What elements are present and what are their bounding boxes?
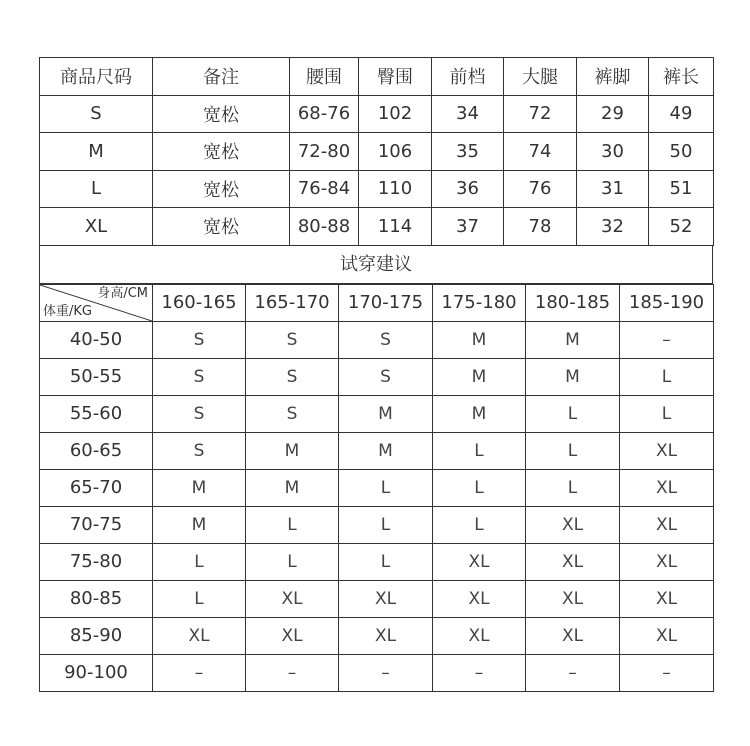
- height-header: 175-180: [433, 284, 526, 321]
- fit-suggestion-table: [39, 284, 714, 692]
- size-suggestion-cell: S: [246, 321, 339, 358]
- header-hip: 臀围: [359, 58, 432, 96]
- size-suggestion-cell: XL: [153, 617, 246, 654]
- size-suggestion-cell: S: [153, 321, 246, 358]
- size-suggestion-cell: XL: [526, 617, 620, 654]
- size-suggestion-cell: XL: [246, 617, 339, 654]
- size-suggestion-cell: L: [620, 358, 714, 395]
- weight-cell: 90-100: [40, 654, 153, 691]
- fit-suggestion-body: [40, 321, 714, 691]
- waist-cell: 80-88: [290, 208, 359, 246]
- size-suggestion-cell: L: [526, 469, 620, 506]
- size-suggestion-cell: L: [526, 432, 620, 469]
- table-row: [40, 432, 714, 469]
- table-row: [40, 617, 714, 654]
- table-row: [40, 654, 714, 691]
- size-suggestion-cell: S: [246, 395, 339, 432]
- weight-axis-label: 体重/KG: [43, 303, 92, 319]
- header-thigh: 大腿: [504, 58, 577, 96]
- size-suggestion-cell: L: [153, 543, 246, 580]
- size-suggestion-cell: S: [339, 321, 433, 358]
- size-suggestion-cell: S: [339, 358, 433, 395]
- size-suggestion-cell: XL: [620, 506, 714, 543]
- front-rise-cell: 36: [432, 170, 504, 208]
- weight-cell: 60-65: [40, 432, 153, 469]
- size-suggestion-cell: M: [526, 321, 620, 358]
- height-header-row: [40, 284, 714, 321]
- size-suggestion-cell: XL: [246, 580, 339, 617]
- table-row: [40, 95, 714, 133]
- weight-cell: 65-70: [40, 469, 153, 506]
- table-row: [40, 580, 714, 617]
- size-suggestion-cell: XL: [620, 617, 714, 654]
- size-suggestion-cell: L: [246, 506, 339, 543]
- size-suggestion-cell: –: [339, 654, 433, 691]
- hip-cell: 102: [359, 95, 432, 133]
- front-rise-cell: 37: [432, 208, 504, 246]
- table-row: [40, 208, 714, 246]
- waist-cell: 76-84: [290, 170, 359, 208]
- note-cell: 宽松: [153, 133, 290, 171]
- size-suggestion-cell: S: [246, 358, 339, 395]
- leg-opening-cell: 32: [577, 208, 649, 246]
- size-suggestion-cell: –: [153, 654, 246, 691]
- size-suggestion-cell: M: [153, 506, 246, 543]
- table-row: [40, 469, 714, 506]
- thigh-cell: 78: [504, 208, 577, 246]
- length-cell: 50: [649, 133, 714, 171]
- size-suggestion-cell: XL: [526, 580, 620, 617]
- table-row: [40, 321, 714, 358]
- size-table: [39, 57, 714, 246]
- size-suggestion-cell: M: [433, 321, 526, 358]
- leg-opening-cell: 30: [577, 133, 649, 171]
- header-front-rise: 前档: [432, 58, 504, 96]
- size-suggestion-cell: M: [339, 395, 433, 432]
- note-cell: 宽松: [153, 170, 290, 208]
- waist-cell: 72-80: [290, 133, 359, 171]
- table-row: [40, 395, 714, 432]
- size-suggestion-cell: XL: [433, 580, 526, 617]
- waist-cell: 68-76: [290, 95, 359, 133]
- size-suggestion-cell: L: [433, 432, 526, 469]
- front-rise-cell: 34: [432, 95, 504, 133]
- length-cell: 49: [649, 95, 714, 133]
- size-suggestion-cell: XL: [433, 543, 526, 580]
- hip-cell: 114: [359, 208, 432, 246]
- size-suggestion-cell: XL: [620, 432, 714, 469]
- size-suggestion-cell: –: [526, 654, 620, 691]
- size-suggestion-cell: M: [433, 358, 526, 395]
- table-row: [40, 506, 714, 543]
- size-suggestion-cell: L: [433, 469, 526, 506]
- height-header: 165-170: [246, 284, 339, 321]
- height-header: 170-175: [339, 284, 433, 321]
- height-header: 185-190: [620, 284, 714, 321]
- size-suggestion-cell: S: [153, 358, 246, 395]
- table-row: [40, 133, 714, 171]
- size-suggestion-cell: –: [620, 654, 714, 691]
- size-suggestion-cell: –: [620, 321, 714, 358]
- size-suggestion-cell: XL: [620, 543, 714, 580]
- header-length: 裤长: [649, 58, 714, 96]
- size-suggestion-cell: M: [153, 469, 246, 506]
- thigh-cell: 72: [504, 95, 577, 133]
- size-suggestion-cell: M: [433, 395, 526, 432]
- size-suggestion-cell: –: [246, 654, 339, 691]
- size-suggestion-cell: M: [246, 432, 339, 469]
- size-suggestion-cell: S: [153, 432, 246, 469]
- size-suggestion-cell: XL: [526, 506, 620, 543]
- size-suggestion-cell: L: [339, 543, 433, 580]
- size-suggestion-cell: –: [433, 654, 526, 691]
- fit-suggestion-title: 试穿建议: [39, 246, 713, 284]
- size-cell: XL: [40, 208, 153, 246]
- size-suggestion-cell: XL: [526, 543, 620, 580]
- leg-opening-cell: 31: [577, 170, 649, 208]
- weight-cell: 70-75: [40, 506, 153, 543]
- hip-cell: 110: [359, 170, 432, 208]
- height-axis-label: 身高/CM: [97, 285, 148, 301]
- corner-cell: [40, 284, 153, 321]
- header-note: 备注: [153, 58, 290, 96]
- header-leg-opening: 裤脚: [577, 58, 649, 96]
- weight-cell: 50-55: [40, 358, 153, 395]
- size-suggestion-cell: M: [339, 432, 433, 469]
- weight-cell: 40-50: [40, 321, 153, 358]
- size-suggestion-cell: L: [339, 469, 433, 506]
- table-row: [40, 170, 714, 208]
- front-rise-cell: 35: [432, 133, 504, 171]
- header-size: 商品尺码: [40, 58, 153, 96]
- hip-cell: 106: [359, 133, 432, 171]
- size-suggestion-cell: XL: [433, 617, 526, 654]
- length-cell: 51: [649, 170, 714, 208]
- weight-cell: 80-85: [40, 580, 153, 617]
- height-header: 180-185: [526, 284, 620, 321]
- size-suggestion-cell: L: [339, 506, 433, 543]
- table-row: [40, 358, 714, 395]
- size-suggestion-cell: L: [433, 506, 526, 543]
- thigh-cell: 74: [504, 133, 577, 171]
- table-row: [40, 543, 714, 580]
- thigh-cell: 76: [504, 170, 577, 208]
- size-chart: [39, 57, 713, 697]
- size-suggestion-cell: L: [620, 395, 714, 432]
- size-suggestion-cell: XL: [339, 617, 433, 654]
- note-cell: 宽松: [153, 95, 290, 133]
- size-suggestion-cell: M: [246, 469, 339, 506]
- size-suggestion-cell: XL: [339, 580, 433, 617]
- size-cell: M: [40, 133, 153, 171]
- size-suggestion-cell: XL: [620, 580, 714, 617]
- size-cell: S: [40, 95, 153, 133]
- height-header: 160-165: [153, 284, 246, 321]
- leg-opening-cell: 29: [577, 95, 649, 133]
- size-suggestion-cell: XL: [620, 469, 714, 506]
- header-waist: 腰围: [290, 58, 359, 96]
- size-suggestion-cell: L: [246, 543, 339, 580]
- size-cell: L: [40, 170, 153, 208]
- length-cell: 52: [649, 208, 714, 246]
- note-cell: 宽松: [153, 208, 290, 246]
- weight-cell: 85-90: [40, 617, 153, 654]
- weight-cell: 75-80: [40, 543, 153, 580]
- size-suggestion-cell: S: [153, 395, 246, 432]
- size-suggestion-cell: L: [526, 395, 620, 432]
- size-suggestion-cell: M: [526, 358, 620, 395]
- size-suggestion-cell: L: [153, 580, 246, 617]
- weight-cell: 55-60: [40, 395, 153, 432]
- size-table-header-row: [40, 58, 714, 96]
